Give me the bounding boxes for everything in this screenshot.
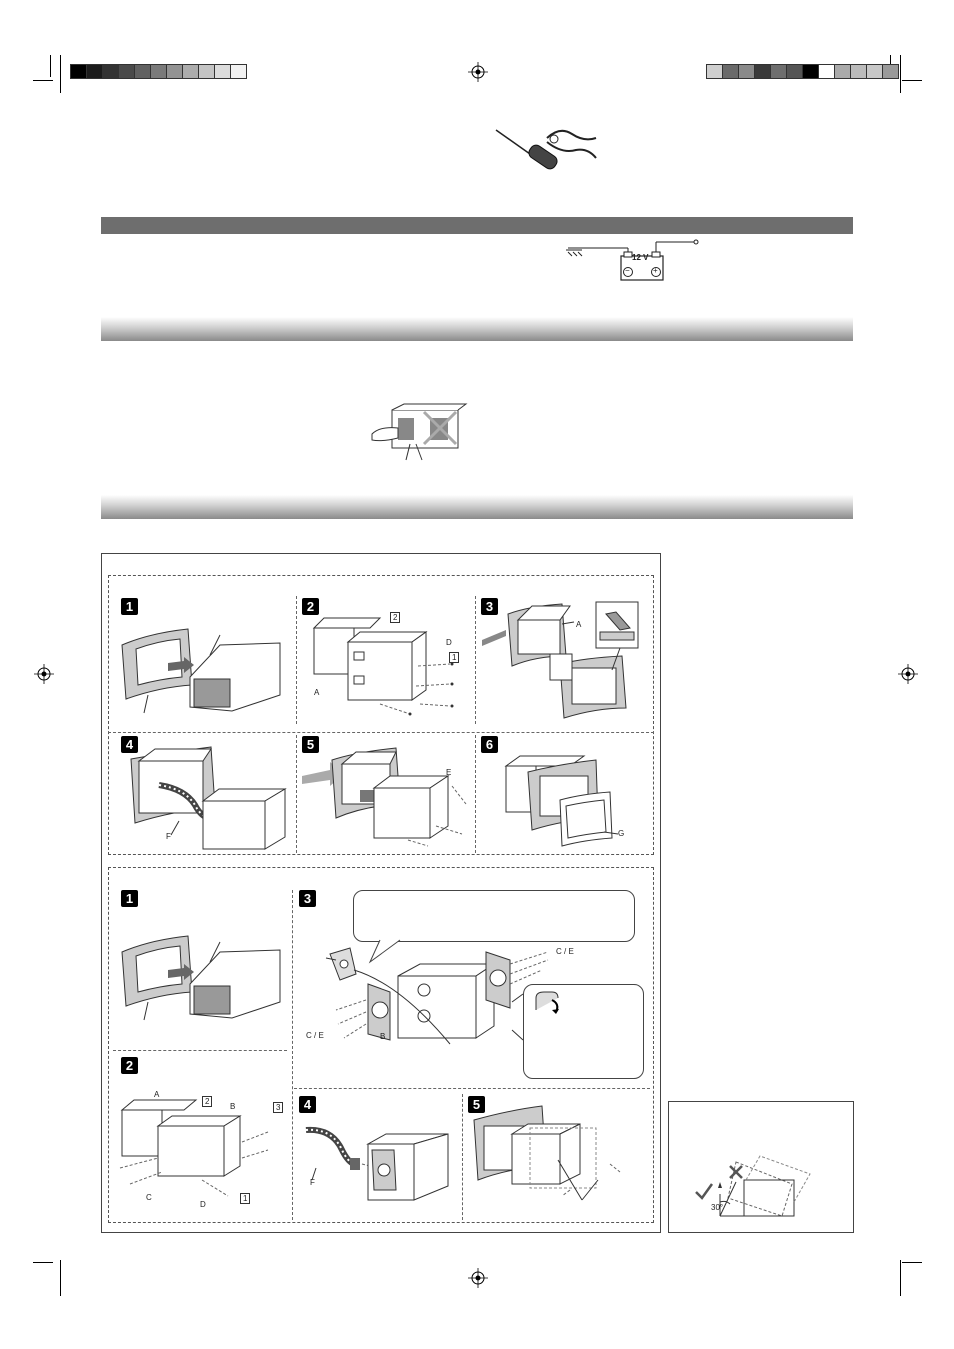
mounting-angle-diagram	[690, 1154, 820, 1224]
callout-connector	[510, 990, 530, 1050]
step-number: 2	[121, 1057, 138, 1074]
crop-mark	[50, 55, 51, 77]
step-number: 4	[299, 1096, 316, 1113]
step-number: 3	[299, 890, 316, 907]
crop-mark	[60, 1260, 61, 1296]
label-D: D	[446, 638, 452, 647]
harness-connect-illustration	[302, 1120, 462, 1210]
trim-plate-unit-illustration	[120, 932, 290, 1022]
registration-target-icon	[468, 62, 488, 82]
color-swatch	[706, 64, 723, 79]
crop-mark	[900, 1260, 901, 1296]
step-number: 3	[481, 598, 498, 615]
section-bar-caution	[101, 317, 853, 341]
label-F: F	[166, 832, 171, 841]
divider	[113, 1050, 287, 1051]
label-A: A	[314, 688, 320, 697]
step-number: 1	[121, 890, 138, 907]
color-swatch	[802, 64, 819, 79]
label-B: B	[230, 1102, 236, 1111]
label-F: F	[310, 1178, 315, 1187]
color-swatch	[182, 64, 199, 79]
wiring-connect-illustration	[125, 745, 295, 850]
label-box-2: 2	[202, 1096, 212, 1107]
crop-mark	[33, 80, 53, 81]
label-G: G	[618, 829, 625, 838]
divider	[108, 732, 654, 733]
label-C-E: C / E	[306, 1031, 324, 1040]
divider	[475, 596, 476, 724]
crop-mark	[900, 55, 901, 93]
battery-minus-label: −	[625, 266, 630, 275]
insert-unit-illustration	[300, 742, 470, 850]
remove-sleeve-illustration	[480, 600, 645, 720]
crop-mark	[902, 1262, 922, 1263]
color-swatch	[850, 64, 867, 79]
vent-caution-illustration	[370, 404, 466, 462]
label-B: B	[380, 1032, 386, 1041]
label-C-E: C / E	[556, 947, 574, 956]
step-number: 1	[121, 598, 138, 615]
color-swatch	[770, 64, 787, 79]
step-number: 2	[302, 598, 319, 615]
color-swatch	[86, 64, 103, 79]
label-box-1: 1	[240, 1193, 250, 1204]
sleeve-screws-illustration	[310, 610, 470, 720]
label-A: A	[576, 620, 582, 629]
color-swatch	[786, 64, 803, 79]
divider	[294, 1088, 650, 1089]
registration-target-icon	[468, 1268, 488, 1288]
color-swatch	[150, 64, 167, 79]
label-box-3: 3	[273, 1102, 283, 1113]
divider	[296, 596, 297, 724]
step-number: 5	[302, 736, 319, 753]
divider	[475, 735, 476, 853]
section-bar-installation	[101, 495, 853, 519]
color-swatch	[722, 64, 739, 79]
registration-target-icon	[34, 664, 54, 684]
callout-bubble	[353, 890, 635, 942]
step-number: 5	[468, 1096, 485, 1113]
registration-target-icon	[898, 664, 918, 684]
battery-voltage-label: 12 V	[632, 253, 649, 262]
install-dash-illustration	[470, 1100, 635, 1210]
label-C: C	[146, 1193, 152, 1202]
color-swatch	[818, 64, 835, 79]
color-swatch	[834, 64, 851, 79]
label-box-2: 2	[390, 612, 400, 623]
trim-plate-unit-illustration	[120, 625, 290, 715]
label-D: D	[200, 1200, 206, 1209]
divider	[462, 1094, 463, 1220]
color-swatch	[166, 64, 183, 79]
color-swatch	[102, 64, 119, 79]
step-number: 4	[121, 736, 138, 753]
section-bar-warning	[101, 217, 853, 234]
divider	[296, 735, 297, 853]
color-swatch	[70, 64, 87, 79]
crop-mark	[60, 55, 61, 93]
color-swatch	[198, 64, 215, 79]
screwdriver-pliers-icon	[492, 124, 602, 176]
color-swatch	[738, 64, 755, 79]
label-A: A	[154, 1090, 160, 1099]
crop-mark	[33, 1262, 53, 1263]
step-number: 6	[481, 736, 498, 753]
color-swatch	[230, 64, 247, 79]
color-swatch	[134, 64, 151, 79]
color-swatch	[214, 64, 231, 79]
battery-plus-label: +	[653, 266, 658, 275]
color-swatch	[882, 64, 899, 79]
bend-tab-icon	[532, 990, 562, 1014]
label-box-1: 1	[449, 652, 459, 663]
divider	[292, 890, 293, 1220]
color-swatch	[866, 64, 883, 79]
crop-mark	[902, 80, 922, 81]
color-swatch	[118, 64, 135, 79]
angle-label: 30°	[711, 1203, 724, 1212]
label-E: E	[446, 768, 452, 777]
color-swatch	[754, 64, 771, 79]
